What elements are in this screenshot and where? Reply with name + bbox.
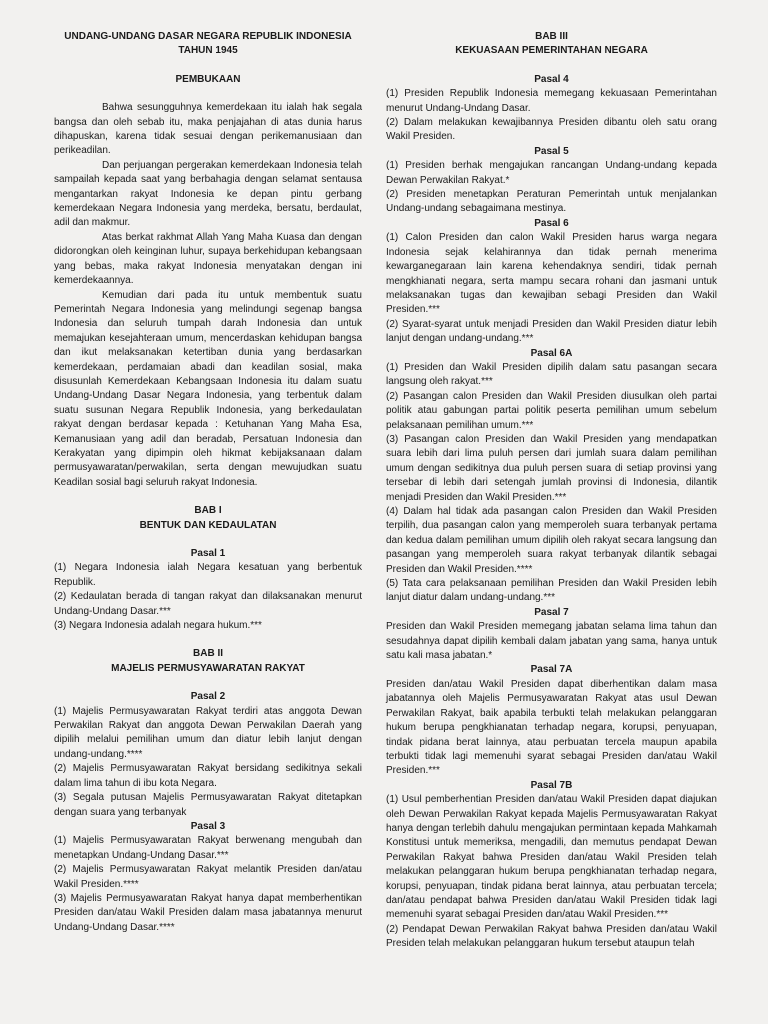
pasal-7a-heading: Pasal 7A	[530, 664, 573, 676]
pasal-7b-item: (1) Usul pemberhentian Presiden dan/atau Wakil Presiden dapat diajukan oleh Dewan Perwakilan Rakyat kepada Majelis Permusyawaratan Rakyat hanya dengan terlebih dahulu mengajukan permintaan kepada Mahkamah Konstitusi untuk memeriksa, mengadili, dan memutus pendapat Dewan Perwakilan Rakyat bahwa Presiden dan/atau Wakil Presiden telah melakukan pelanggaran hukum berupa pengkhianatan terhadap negara, korupsi, penyuapan, tindak pidana berat lainnya, atau perbuatan tercela; dan/atau pendapat bahwa Presiden dan/atau Wakil Presiden tidak lagi memenuhi syarat sebagai Presiden dan/atau Wakil Presiden.***	[386, 794, 717, 921]
pasal-7-text: Presiden dan Wakil Presiden memegang jabatan selama lima tahun dan sesudahnya dapat dipilih kembali dalam jabatan yang sama, hanya untuk satu kali masa jabatan.*	[386, 621, 717, 662]
pasal-5-item: (2) Presiden menetapkan Peraturan Pemerintah untuk menjalankan Undang-undang sebagaimana mestinya.	[386, 189, 717, 215]
bab-2-title: MAJELIS PERMUSYAWARATAN RAKYAT	[111, 662, 305, 674]
pasal-2-item: (1) Majelis Permusyawaratan Rakyat terdiri atas anggota Dewan Perwakilan Rakyat dan anggota Dewan Perwakilan Daerah yang dipilih melalui pemilihan umum dan diatur lebih lanjut dengan undang-undang.****	[54, 705, 362, 760]
pasal-6a-item: (3) Pasangan calon Presiden dan Wakil Presiden yang mendapatkan suara lebih dari lima puluh persen dari jumlah suara dalam pemilihan umum dengan sedikitnya dua puluh persen suara di setiap provinsi yang tersebar di lebih dari setengah jumlah provinsi di Indonesia, dilantik menjadi Presiden dan Wakil Presiden.***	[386, 433, 717, 503]
pasal-6a-item: (1) Presiden dan Wakil Presiden dipilih dalam satu pasangan secara langsung oleh rakyat.***	[386, 361, 717, 388]
pembukaan-paragraph: Bahwa sesungguhnya kemerdekaan itu ialah hak segala bangsa dan oleh sebab itu, maka penjajahan di atas dunia harus dihapuskan, karena tidak sesuai dengan perikemanusiaan dan perikeadilan.	[54, 102, 362, 157]
pasal-5-item: (1) Presiden berhak mengajukan rancangan Undang-undang kepada Dewan Perwakilan Rakyat.*	[386, 160, 717, 186]
pasal-6-item: (2) Syarat-syarat untuk menjadi Presiden dan Wakil Presiden diatur lebih lanjut dengan undang-undang.***	[386, 318, 717, 345]
pembukaan-paragraph: Kemudian dari pada itu untuk membentuk suatu Pemerintah Negara Indonesia yang melindungi segenap bangsa Indonesia dan seluruh tumpah darah Indonesia dan untuk memajukan kesejahteraan umum, mencerdaskan kehidupan bangsa dan ikut melaksanakan ketertiban dunia yang berdasarkan kemerdekaan, perdamaian abadi dan keadilan sosial, maka disusunlah Kemerdekaan Kebangsaan Indonesia itu dalam suatu Undang-Undang Dasar Negara Indonesia, yang terbentuk dalam suatu susunan Negara Republik Indonesia, yang berkedaulatan rakyat dengan berdasar kepada : Ketuhanan Yang Maha Esa, Kemanusiaan yang adil dan beradab, Persatuan Indonesia dan Kerakyatan yang dipimpin oleh hikmat kebijaksanaan dalam permusyawaratan/perwakilan, serta dengan mewujudkan suatu Keadilan sosial bagi seluruh rakyat Indonesia.	[54, 289, 362, 488]
pasal-1-heading: Pasal 1	[190, 548, 226, 559]
pasal-1-item: (3) Negara Indonesia adalah negara hukum.***	[54, 620, 262, 632]
pembukaan-paragraph: Atas berkat rakhmat Allah Yang Maha Kuasa dan dengan didorongkan oleh keinginan luhur, supaya berkehidupan kebangsaan yang bebas, maka rakyat Indonesia menyatakan dengan ini kemerdekaannya.	[54, 231, 362, 287]
pembukaan-heading: PEMBUKAAN	[175, 73, 241, 85]
bab-3-title: KEKUASAAN PEMERINTAHAN NEGARA	[455, 45, 648, 57]
pasal-5-heading: Pasal 5	[534, 145, 569, 157]
bab-3-label: BAB III	[535, 31, 568, 42]
pasal-7-heading: Pasal 7	[534, 606, 569, 618]
pasal-6a-item: (2) Pasangan calon Presiden dan Wakil Presiden diusulkan oleh partai politik atau gabungan partai politik peserta pemilihan umum sebelum pelaksanaan pemilihan umum.***	[386, 390, 717, 431]
pasal-6a-heading: Pasal 6A	[530, 347, 573, 359]
pasal-1-item: (1) Negara Indonesia ialah Negara kesatuan yang berbentuk Republik.	[54, 562, 362, 588]
pasal-6a-item: (4) Dalam hal tidak ada pasangan calon Presiden dan Wakil Presiden terpilih, dua pasangan calon yang memperoleh suara terbanyak pertama dan kedua dalam pemilihan umum dipilih oleh rakyat secara langsung dan pasangan yang memperoleh suara rakyat terbanyak dilantik sebagai Presiden dan Wakil Presiden.****	[386, 506, 717, 575]
pasal-3-item: (2) Majelis Permusyawaratan Rakyat melantik Presiden dan/atau Wakil Presiden.****	[54, 864, 362, 890]
pasal-7b-item: (2) Pendapat Dewan Perwakilan Rakyat bahwa Presiden dan/atau Wakil Presiden telah melakukan pelanggaran hukum tersebut ataupun telah	[386, 923, 717, 950]
pasal-2-item: (3) Segala putusan Majelis Permusyawaratan Rakyat ditetapkan dengan suara yang terbanyak	[54, 792, 362, 818]
pasal-2-heading: Pasal 2	[190, 691, 226, 703]
document-title-line-1: UNDANG-UNDANG DASAR NEGARA REPUBLIK INDONESIA	[64, 31, 352, 42]
left-column	[54, 30, 362, 1024]
pasal-6-heading: Pasal 6	[534, 217, 569, 229]
pasal-3-item: (3) Majelis Permusyawaratan Rakyat hanya dapat memberhentikan Presiden dan/atau Wakil Presiden dalam masa jabatannya menurut Undang-Undang Dasar.****	[54, 892, 362, 933]
pasal-3-heading: Pasal 3	[190, 820, 226, 832]
pasal-2-item: (2) Majelis Permusyawaratan Rakyat bersidang sedikitnya sekali dalam lima tahun di ibu kota Negara.	[54, 763, 362, 789]
pasal-6-item: (1) Calon Presiden dan calon Wakil Presiden harus warga negara Indonesia sejak kelahirannya dan tidak pernah menerima kewarganegaraan lain karena kehendaknya sendiri, tidak pernah mengkhianati negara, serta mampu secara rohani dan jasmani untuk melaksanakan tugas dan kewajiban sebagi Presiden dan Wakil Presiden.***	[386, 232, 717, 316]
document-title-line-2: TAHUN 1945	[178, 45, 238, 57]
pasal-4-item: (1) Presiden Republik Indonesia memegang kekuasaan Pemerintahan menurut Undang-Undang Dasar.	[386, 88, 717, 114]
right-column	[386, 30, 717, 1024]
pasal-4-heading: Pasal 4	[534, 73, 569, 85]
pasal-7b-heading: Pasal 7B	[530, 779, 573, 791]
pasal-7a-text: Presiden dan/atau Wakil Presiden dapat diberhentikan dalam masa jabatannya oleh Majelis Permusyawaratan Rakyat atas usul Dewan Perwakilan Rakyat, baik apabila terbukti telah melakukan pelanggaran hukum berupa pengkhianatan terhadap negara, korupsi, penyuapan, tindak pidana berat lainnya, atau perbuatan tercela maupun apabila terbukti tidak lagi memenuhi syarat sebagai Presiden dan/atau Wakil Presiden.***	[386, 678, 717, 777]
bab-1-title: BENTUK DAN KEDAULATAN	[139, 519, 277, 531]
bab-1-label: BAB I	[194, 505, 222, 517]
pasal-3-item: (1) Majelis Permusyawaratan Rakyat berwenang mengubah dan menetapkan Undang-Undang Dasar.***	[54, 835, 362, 861]
pasal-4-item: (2) Dalam melakukan kewajibannya Presiden dibantu oleh satu orang Wakil Presiden.	[386, 117, 717, 143]
pembukaan-paragraph: Dan perjuangan pergerakan kemerdekaan Indonesia telah sampailah kepada saat yang berbahagia dengan selamat sentausa mengantarkan rakyat Indonesia ke depan pintu gerbang kemerdekaan Negara Indonesia yang merdeka, bersatu, berdaulat, adil dan makmur.	[54, 159, 362, 229]
bab-2-label: BAB II	[193, 648, 223, 660]
pasal-1-item: (2) Kedaulatan berada di tangan rakyat dan dilaksanakan menurut Undang-Undang Dasar.***	[54, 591, 362, 617]
pasal-6a-item: (5) Tata cara pelaksanaan pemilihan Presiden dan Wakil Presiden lebih lanjut diatur dalam undang-undang.***	[386, 578, 717, 604]
